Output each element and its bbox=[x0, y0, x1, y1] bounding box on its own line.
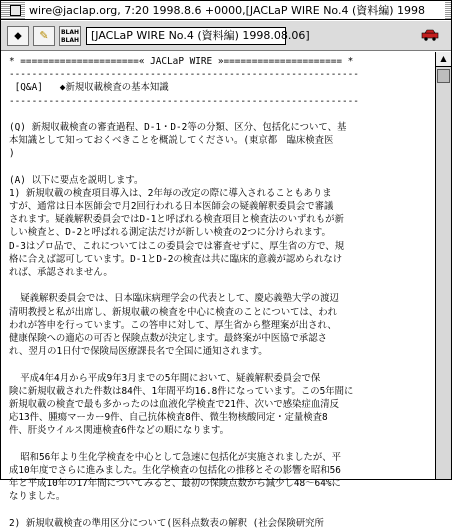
message-line bbox=[9, 279, 429, 292]
subject-field[interactable]: [JACLaP WIRE No.4 (資料編) 1998.08.06] bbox=[86, 27, 286, 45]
message-line: 件、肝炎ウイルス関連検査6件などの順になります。 bbox=[9, 425, 229, 437]
message-line: 健康保険への適応の可否と保険点数が決定します。最終案が中医協で承認さ bbox=[9, 332, 328, 344]
message-line bbox=[9, 108, 429, 121]
vertical-scrollbar[interactable] bbox=[435, 52, 451, 479]
message-line: 清明教授と私が出席し、新規収載の検査を中心に検査のことについては、われ bbox=[9, 306, 337, 318]
message-line: れば、承認されません。 bbox=[9, 267, 113, 278]
message-line: 格に合えば認可しています。D-1とD-2の検査は共に臨床的意義が認められなけ bbox=[9, 253, 343, 265]
message-line: 新規収載の検査で最も多かったのは血液化学検査で21件、次いで感染症血清反 bbox=[9, 398, 340, 410]
message-line: (A) 以下に要点を説明します。 bbox=[9, 174, 144, 186]
blah-label-top: BLAH bbox=[60, 29, 80, 36]
message-line: 険に新規収載された件数は84件、1年間平均16.8件になっています。この5年間に bbox=[9, 385, 354, 397]
message-body[interactable] bbox=[1, 52, 435, 529]
message-line: 平成4年4月から平成9年3月までの5年間において、疑義解釈委員会で保 bbox=[9, 372, 321, 384]
message-line bbox=[9, 437, 429, 450]
message-line: すが、通常は日本医師会で月2回行われる日本医師会の疑義解釈委員会で審議 bbox=[9, 201, 334, 213]
message-line: れ、翌月の1日付で保険局医療課長名で全国に通知されます。 bbox=[9, 346, 268, 358]
message-line: なりました。 bbox=[9, 491, 66, 503]
message-toolbar bbox=[1, 21, 451, 51]
message-line: 2) 新規収載検査の準用区分について(医科点数表の解釈 (社会保険研究所 bbox=[9, 517, 324, 529]
priority-button[interactable] bbox=[7, 26, 29, 46]
message-line: 年と平成10年の17年間についてみると、最初の保険点数から減少し48～64%に bbox=[9, 478, 341, 489]
car-icon[interactable] bbox=[421, 29, 439, 41]
priority-icon: ⬥ bbox=[14, 29, 22, 42]
message-line: * =====================« JACLaP WIRE »===================== * bbox=[9, 56, 354, 67]
message-line bbox=[9, 161, 429, 174]
message-line: しい検査と、D-2と呼ばれる測定法だけが新しい検査の2つに分けられます。 bbox=[9, 227, 331, 239]
window-titlebar[interactable] bbox=[1, 1, 451, 20]
blah-button[interactable] bbox=[59, 26, 81, 46]
message-line: 成10年度でさらに進みました。生化学検査の包括化の推移とその影響を昭和56 bbox=[9, 464, 341, 476]
message-line: D-3はゾロ品で、これについてはこの委員会では審査せずに、厚生省の方で、規 bbox=[9, 240, 345, 252]
pencil-icon: ✎ bbox=[39, 29, 49, 42]
message-line: -------------------------------------------------------------- bbox=[9, 95, 359, 107]
message-line: 本知識として知っておくべきことを概説してください。(東京都 臨床検査医 bbox=[9, 135, 334, 147]
scroll-thumb[interactable] bbox=[437, 69, 450, 83]
message-line: 昭和56年より生化学検査を中心として急速に包括化が実施されましたが、平 bbox=[9, 451, 341, 463]
message-line: われが答申を行っています。この答申に対して、厚生省から整理案が出され、 bbox=[9, 319, 337, 331]
blah-label-bottom: BLAH bbox=[60, 37, 80, 44]
message-line: 疑義解釈委員会では、日本臨床病理学会の代表として、慶応義塾大学の渡辺 bbox=[9, 293, 339, 305]
message-line: 応13件、腫瘍マーカー9件、自己抗体検査8件、微生物核酸同定・定量検査8 bbox=[9, 412, 328, 424]
message-line: (Q) 新規収載検査の審査過程、D-1・D-2等の分類、区分、包括化について、基 bbox=[9, 121, 347, 133]
message-line: [Q&A] ◆新規収載検査の基本知識 bbox=[9, 82, 169, 94]
message-line: -------------------------------------------------------------- bbox=[9, 69, 359, 81]
edit-button[interactable] bbox=[33, 26, 55, 46]
message-line bbox=[9, 503, 429, 516]
message-line bbox=[9, 358, 429, 371]
message-line: ) bbox=[9, 148, 15, 160]
scroll-up-arrow-icon[interactable]: ▲ bbox=[436, 52, 451, 67]
message-line: 1) 新規収載の検査項目導入は、2年毎の改定の際に導入されることもありま bbox=[9, 187, 332, 199]
message-line: されます。疑義解釈委員会ではD-1と呼ばれる検査項目と検査法のいずれもが新 bbox=[9, 214, 344, 226]
window-title: wire@jaclap.org, 7:20 1998.8.6 +0000,[JACLaP WIRE No.4 (資料編) 1998 bbox=[25, 2, 445, 19]
close-box[interactable] bbox=[10, 5, 21, 16]
